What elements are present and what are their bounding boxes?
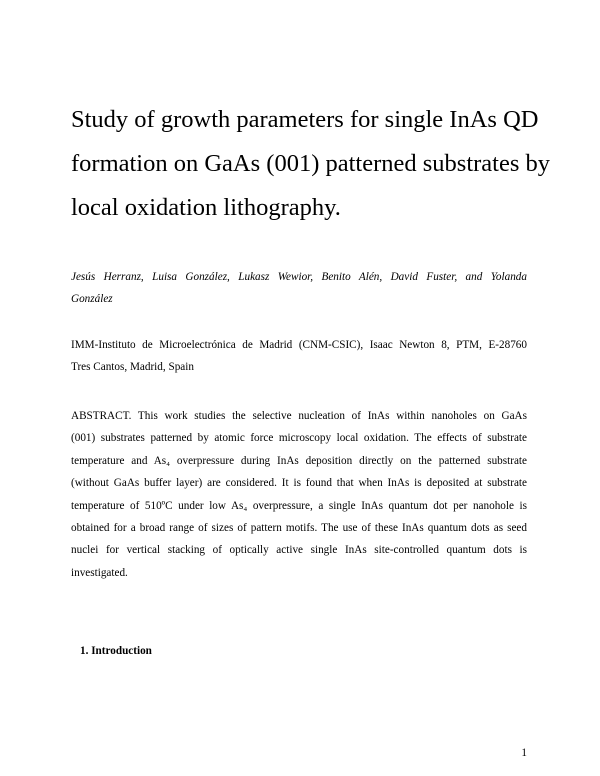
page-number: 1 [521,747,527,759]
abstract-line: temperature and As₄ overpressure during InAs deposition directly on the patterned substrate [71,454,527,467]
abstract [71,405,527,584]
title-line: local oxidation lithography. [71,194,341,221]
section-heading: 1. Introduction [80,645,152,657]
title-line: formation on GaAs (001) patterned substrates by [71,150,550,177]
affiliation [71,334,527,378]
abstract-line: nuclei for vertical stacking of optically active single InAs site-controlled quantum dots is [71,544,527,557]
abstract-line: investigated. [71,566,128,579]
paper-title [71,98,550,230]
author-line: Jesús Herranz, Luisa González, Lukasz Wewior, Benito Alén, David Fuster, and Yolanda [71,271,527,283]
abstract-line: temperature of 510ºC under low As₄ overpressure, a single InAs quantum dot per nanohole is [71,499,527,512]
abstract-line: obtained for a broad range of sizes of pattern motifs. The use of these InAs quantum dots as seed [71,522,527,535]
author-list [71,266,527,310]
abstract-line: (001) substrates patterned by atomic force microscopy local oxidation. The effects of substrate [71,432,527,445]
title-line: Study of growth parameters for single InAs QD [71,106,539,133]
abstract-line: (without GaAs buffer layer) are considered. It is found that when InAs is deposited at substrate [71,477,527,490]
affiliation-line: IMM-Instituto de Microelectrónica de Madrid (CNM-CSIC), Isaac Newton 8, PTM, E-28760 [71,339,527,351]
author-line: González [71,293,113,305]
affiliation-line: Tres Cantos, Madrid, Spain [71,361,194,373]
abstract-line: ABSTRACT. This work studies the selective nucleation of InAs within nanoholes on GaAs [71,410,527,422]
